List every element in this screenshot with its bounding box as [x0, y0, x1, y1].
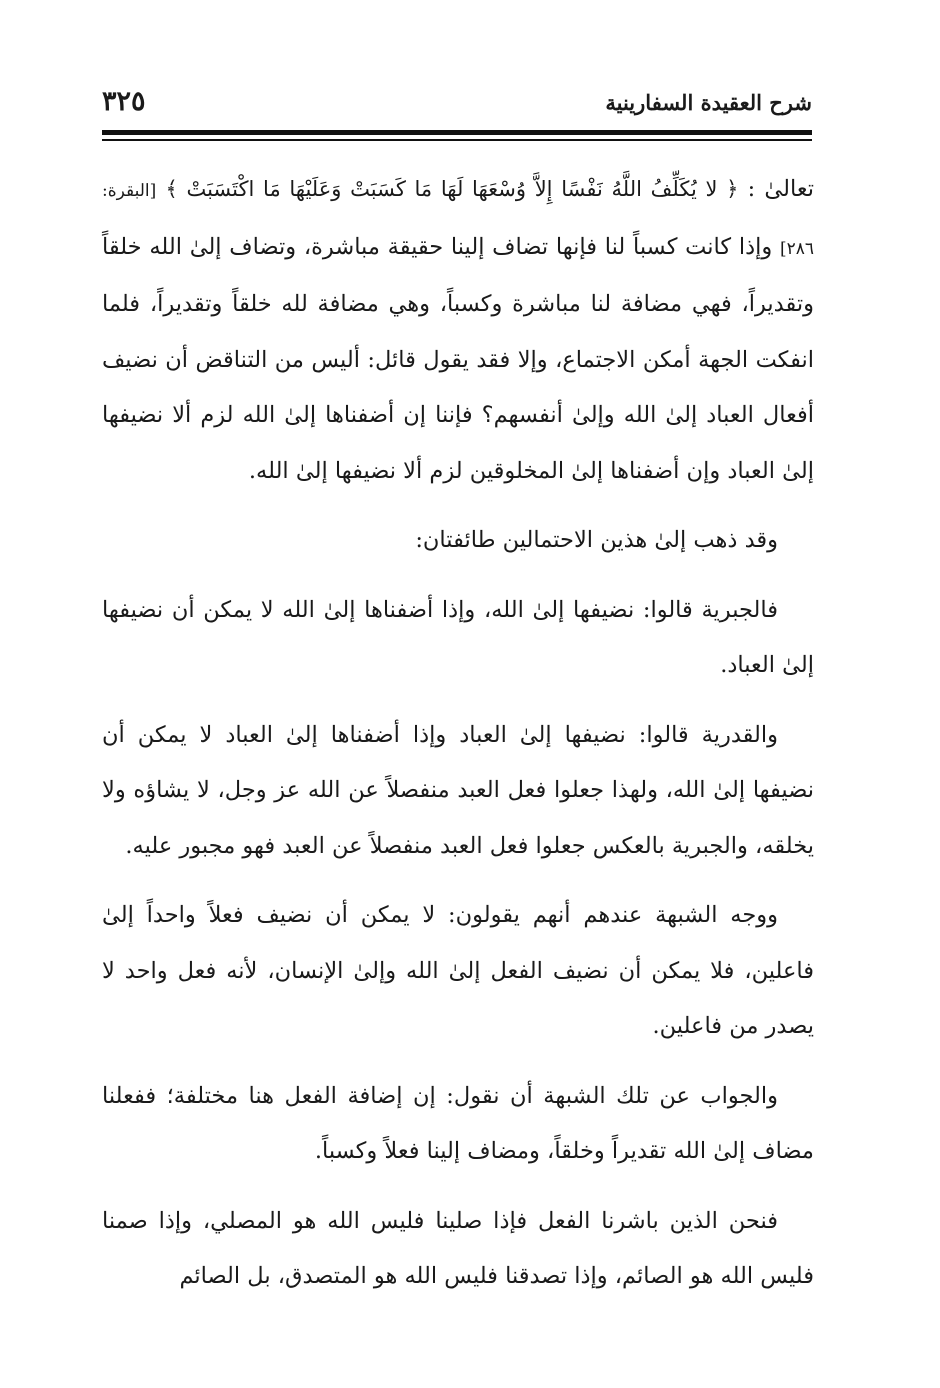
verse-citation: [البقرة: ٢٨٦]	[102, 181, 814, 259]
paragraph-6-text: والجواب عن تلك الشبهة أن نقول: إن إضافة الفعل هنا مختلفة؛ ففعلنا مضاف إلىٰ الله تقديراً وخلقاً، ومضاف إلينا فعلاً وكسباً.	[102, 1082, 814, 1164]
header-rule-thin	[102, 139, 812, 141]
paragraph-5-text: ووجه الشبهة عندهم أنهم يقولون: لا يمكن أن نضيف فعلاً واحداً إلىٰ فاعلين، فلا يمكن أن نضيف الفعل إلىٰ الله وإلىٰ الإنسان، لأنه فعل واحد لا يصدر من فاعلين.	[102, 902, 814, 1039]
paragraph-4-text: والقدرية قالوا: نضيفها إلىٰ العباد وإذا أضفناها إلىٰ العباد لا يمكن أن نضيفها إلىٰ الله، ولهذا جعلوا فعل العبد منفصلاً عن الله عز وجل، لا يشاؤه ولا يخلقه، والجبرية بالعكس جعلوا فعل العبد منفصلاً عن العبد فهو مجبور عليه.	[102, 721, 814, 859]
running-header	[102, 86, 812, 130]
header-rule-thick	[102, 130, 812, 135]
paragraph-5	[102, 888, 814, 1055]
paragraph-2-text: وقد ذهب إلىٰ هذين الاحتمالين طائفتان:	[415, 527, 778, 553]
paragraph-7	[102, 1194, 814, 1305]
paragraph-4	[102, 708, 814, 875]
paragraph-7-text: فنحن الذين باشرنا الفعل فإذا صلينا فليس الله هو المصلي، وإذا صمنا فليس الله هو الصائم، وإذا تصدقنا فليس الله هو المتصدق، بل الصائم	[102, 1207, 814, 1289]
paragraph-6	[102, 1069, 814, 1180]
page-number: ٣٢٥	[102, 86, 146, 117]
paragraph-3	[102, 583, 814, 694]
page-body	[102, 162, 815, 1289]
paragraph-2	[102, 513, 814, 569]
paragraph-1	[102, 162, 814, 499]
quran-verse: ﴿ لا يُكَلِّفُ اللَّهُ نَفْسًا إِلاَّ وُسْعَهَا لَهَا مَا كَسَبَتْ وَعَلَيْهَا مَا اكْتَسَبَتْ ﴾	[165, 177, 739, 201]
book-title: شرح العقيدة السفارينية	[605, 90, 812, 115]
paragraph-3-text: فالجبرية قالوا: نضيفها إلىٰ الله، وإذا أضفناها إلىٰ الله لا يمكن أن نضيفها إلىٰ العباد.	[102, 596, 814, 678]
paragraph-1-text: وإذا كانت كسباً لنا فإنها تضاف إلينا حقيقة مباشرة، وتضاف إلىٰ الله خلقاً وتقديراً، فهي مضافة لنا مباشرة وكسباً، وهي مضافة لله خلقاً وتقديراً، فلما انفكت الجهة أمكن الاجتماع، وإلا فقد يقول قائل: أليس من التناقض أن نضيف أفعال العباد إلىٰ الله وإلىٰ أنفسهم؟ فإننا إن أضفناها إلىٰ الله لزم ألا نضيفها إلىٰ العباد وإن أضفناها إلىٰ المخلوقين لزم ألا نضيفها إلىٰ الله.	[102, 233, 814, 484]
paragraph-1-lead: تعالىٰ :	[738, 176, 815, 202]
